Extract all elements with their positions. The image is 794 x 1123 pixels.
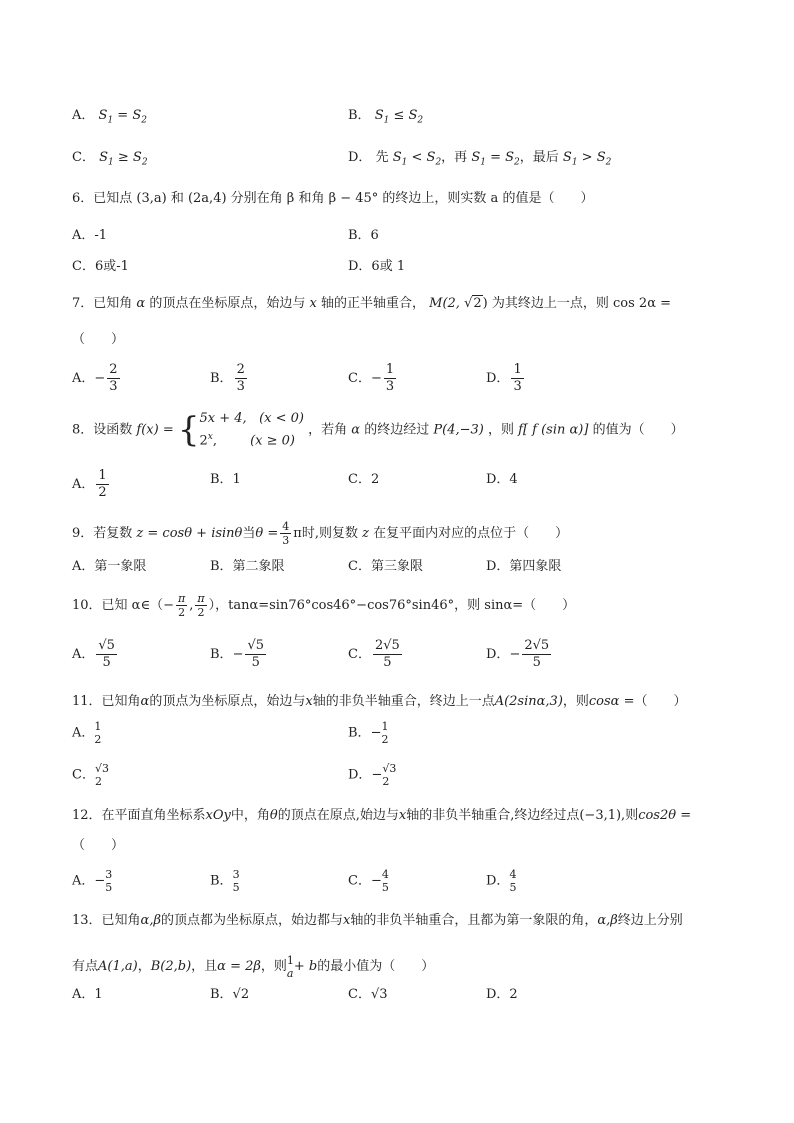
option-label: A． <box>72 108 95 123</box>
option-d-q11 <box>348 762 396 788</box>
minus-sign: − <box>94 371 106 386</box>
q7-cos: cos 2α = <box>613 296 672 311</box>
q7-text: 7．已知角 <box>72 296 133 311</box>
q9-text: 时,则复数 <box>301 526 358 541</box>
frac-den: 5 <box>509 881 517 894</box>
q8-text: 8．设函数 <box>72 422 133 438</box>
option-a-q5 <box>72 106 147 131</box>
q13-text: 轴的非负半轴重合，且都为第一象限的角， <box>350 913 598 928</box>
minus-sign: − <box>370 371 382 386</box>
frac-num: 1 <box>513 362 522 377</box>
piece-cond: (x < 0) <box>259 411 304 426</box>
q8-alpha: α <box>351 422 361 438</box>
question-7 <box>72 294 671 314</box>
q7-close: ) <box>482 296 488 311</box>
q13-plus-b: + b <box>293 959 318 974</box>
option-c-q12 <box>348 868 389 894</box>
frac-num: 2 <box>109 362 118 377</box>
q13-text: ，且 <box>191 959 218 974</box>
option-text: $S_1 \le S_2$ <box>374 108 424 126</box>
piece-expr: 5x + 4, <box>199 411 247 426</box>
frac-den: 5 <box>251 655 260 670</box>
q9-theta: θ = <box>255 526 279 541</box>
option-b-q10 <box>210 638 268 671</box>
frac-num: 3 <box>232 868 240 881</box>
frac-den: a <box>286 966 294 980</box>
frac-num: π <box>177 592 186 605</box>
option-frac <box>94 720 101 746</box>
option-a-q8 <box>72 468 111 501</box>
q13-x: x <box>343 913 351 928</box>
option-frac <box>95 762 109 788</box>
option-label: A． <box>72 371 95 386</box>
q12-text: 中，角 <box>230 808 270 823</box>
q11-text: 的顶点为坐标原点，始边与 <box>149 694 306 709</box>
q7-sqrt-sign: √ <box>464 296 473 311</box>
q11-text: 轴的非负半轴重合，终边上一点 <box>312 694 495 709</box>
option-label: A． <box>72 477 95 492</box>
option-label: A． <box>72 725 95 741</box>
q11-cos: cosα = <box>588 694 635 709</box>
frac-num: 2√5 <box>374 638 400 653</box>
option-b-q8: B．1 <box>210 472 241 487</box>
frac-num: 1 <box>381 720 389 733</box>
option-text: $S_1 \ge S_2$ <box>99 150 148 168</box>
option-frac <box>381 720 388 746</box>
frac-den: 2 <box>178 606 186 619</box>
q9-text: 当 <box>242 526 256 541</box>
minus-sign: − <box>232 647 244 662</box>
question-10 <box>72 588 575 624</box>
q12-xoy: xOy <box>205 808 231 823</box>
option-d-q7 <box>486 362 526 395</box>
frac-den: 2 <box>94 733 102 746</box>
option-frac <box>233 868 240 894</box>
option-d-q13: D．2 <box>486 987 518 1002</box>
option-c-q11 <box>72 762 109 788</box>
option-c-q6: C．6或-1 <box>72 259 129 274</box>
q9-z: z = cosθ + isinθ <box>136 526 243 541</box>
option-b-q7 <box>210 362 249 395</box>
q13-text: 13．已知角 <box>72 913 141 928</box>
q12-theta: θ <box>269 808 278 823</box>
piece-cond: (x ≥ 0) <box>250 433 295 449</box>
q11-text: （ ） <box>634 694 687 709</box>
q13-angles: α,β <box>140 913 161 928</box>
question-11 <box>72 692 687 712</box>
q8-text: 的值为（ ） <box>592 422 684 438</box>
option-a-q12 <box>72 868 112 894</box>
option-d-q8: D．4 <box>486 472 518 487</box>
question-8 <box>72 410 684 451</box>
q13-point-b: B(2,b) <box>150 959 192 974</box>
q7-text: 的顶点在坐标原点，始边与 <box>149 296 306 311</box>
frac-num: 1 <box>286 953 294 967</box>
option-label: D． <box>348 767 372 783</box>
q9-text: 在复平面内对应的点位于（ ） <box>373 526 569 541</box>
q11-point: A(2sinα,3) <box>494 694 563 709</box>
option-label: D． <box>348 150 372 165</box>
question-13 <box>72 911 683 931</box>
q7-x: x <box>309 296 317 311</box>
q13-point-a: A(1,a) <box>98 959 138 974</box>
option-label: A． <box>72 647 95 662</box>
q12-text: 的顶点在原点,始边与 <box>277 808 399 823</box>
frac-num: 4 <box>381 868 389 881</box>
option-label: D． <box>486 647 510 662</box>
option-a-q6: A．-1 <box>72 228 108 243</box>
q11-alpha: α <box>140 694 150 709</box>
option-d-q10 <box>486 638 553 671</box>
option-label: C． <box>348 371 371 386</box>
q8-point: P(4,−3) <box>433 422 484 438</box>
minus-sign: − <box>370 873 382 889</box>
q13-text: 终边上分别 <box>617 913 683 928</box>
minus-sign: − <box>370 725 382 741</box>
piece-comma: , <box>212 433 218 449</box>
option-label: A． <box>72 873 95 889</box>
option-label: C． <box>72 767 95 783</box>
piece-expr: 2 <box>199 433 208 449</box>
option-text: 先 $S_1 < S_2$，再 $S_1 = S_2$，最后 $S_1 > S_2$ <box>375 150 612 168</box>
option-a-q10 <box>72 638 119 671</box>
q10-text: ），tanα=sin76°cos46°−cos76°sin46°，则 sinα=（ ） <box>208 598 576 613</box>
frac-den: 3 <box>513 379 522 394</box>
question-12-paren: （ ） <box>72 838 125 853</box>
piece-exp: x <box>207 432 213 442</box>
question-13-line2 <box>72 950 434 984</box>
frac-den: 5 <box>532 655 541 670</box>
piece-2 <box>200 428 304 450</box>
piece-1 <box>200 410 304 428</box>
option-b-q5 <box>348 106 423 131</box>
q7-point: M(2, <box>429 296 465 311</box>
brace-symbol: { <box>177 410 200 451</box>
q13-text: 的顶点都为坐标原点，始边都与 <box>160 913 343 928</box>
frac-den: 5 <box>381 881 389 894</box>
q8-fx: f(x) = <box>136 422 174 438</box>
q12-text: 轴的非负半轴重合,终边经过点(−3,1),则 <box>406 808 639 823</box>
q8-text: ，则 <box>487 422 514 438</box>
frac-den: 3 <box>109 379 118 394</box>
option-d-q5 <box>348 148 611 173</box>
frac-den: 2 <box>382 775 390 788</box>
option-c-q9: C．第三象限 <box>348 559 423 574</box>
q7-alpha: α <box>136 296 146 311</box>
option-label: D． <box>486 371 510 386</box>
option-b-q6: B．6 <box>348 228 379 243</box>
q13-angles: α,β <box>597 913 618 928</box>
option-label: B． <box>348 108 371 123</box>
q13-frac <box>287 954 294 980</box>
option-c-q13: C．√3 <box>348 987 388 1002</box>
frac-num: 3 <box>105 868 113 881</box>
option-a-q13: A．1 <box>72 987 103 1002</box>
question-7-paren: （ ） <box>72 332 125 347</box>
frac-num: 4 <box>509 868 517 881</box>
frac-num: π <box>197 592 205 605</box>
option-c-q5 <box>72 148 148 173</box>
q8-text: ，若角 <box>308 422 348 438</box>
option-label: B． <box>210 873 233 889</box>
option-d-q9: D．第四象限 <box>486 559 562 574</box>
q11-text: 11．已知角 <box>72 694 141 709</box>
q12-text: 12．在平面直角坐标系 <box>72 808 206 823</box>
option-frac <box>509 868 516 894</box>
option-d-q12 <box>486 868 516 894</box>
piecewise <box>200 410 304 450</box>
option-b-q9: B．第二象限 <box>210 559 285 574</box>
q11-x: x <box>305 694 313 709</box>
option-b-q11 <box>348 720 388 746</box>
q10-comma: , <box>189 598 194 613</box>
option-a-q9: A．第一象限 <box>72 559 147 574</box>
q8-ff: f[ f (sin α)] <box>518 422 589 438</box>
frac-den: 2 <box>98 485 107 500</box>
frac-num: 2√5 <box>524 638 550 653</box>
frac-den: 2 <box>197 606 205 619</box>
question-9 <box>72 516 568 552</box>
q7-text: 轴的正半轴重合， <box>320 296 425 311</box>
frac-num: 4 <box>282 520 290 533</box>
frac-num: √5 <box>98 638 115 653</box>
frac-den: 5 <box>105 881 113 894</box>
option-c-q7 <box>348 362 398 395</box>
q9-text: 9．若复数 <box>72 526 133 541</box>
q12-cos: cos2θ = <box>638 808 692 823</box>
option-label: B． <box>348 725 371 741</box>
option-c-q10 <box>348 638 404 671</box>
frac-den: 3 <box>236 379 245 394</box>
q13-text: ，则 <box>260 959 287 974</box>
minus-sign: − <box>371 767 383 783</box>
minus-sign: − <box>94 873 106 889</box>
frac-num: 1 <box>94 720 102 733</box>
q8-text: 的终边经过 <box>364 422 430 438</box>
q13-text: ， <box>137 959 151 974</box>
q13-text: 的最小值为（ ） <box>317 959 435 974</box>
frac-num: √3 <box>94 762 109 775</box>
option-label: C． <box>348 873 371 889</box>
frac-den: 5 <box>232 881 240 894</box>
option-label: D． <box>486 873 510 889</box>
q7-text: 为其终边上一点，则 <box>491 296 609 311</box>
option-c-q8: C．2 <box>348 472 380 487</box>
q9-z: z <box>362 526 369 541</box>
q11-text: ，则 <box>562 694 589 709</box>
minus-sign: − <box>509 647 521 662</box>
frac-den: 3 <box>282 534 290 547</box>
option-frac <box>382 762 396 788</box>
option-label: B． <box>210 647 233 662</box>
option-frac <box>382 868 389 894</box>
frac-den: 5 <box>102 655 111 670</box>
option-label: C． <box>72 150 95 165</box>
q12-x: x <box>398 808 407 823</box>
frac-num: 1 <box>98 468 107 483</box>
option-text: $S_1 = S_2$ <box>98 108 147 126</box>
option-label: C． <box>348 647 371 662</box>
option-b-q13: B．√2 <box>210 987 250 1002</box>
option-a-q7 <box>72 362 122 395</box>
option-a-q11 <box>72 720 101 746</box>
frac-num: 2 <box>236 362 245 377</box>
question-6: 6．已知点 (3,a) 和 (2a,4) 分别在角 β 和角 β − 45° 的终边上，则实数 a 的值是（ ） <box>72 191 594 206</box>
option-b-q12 <box>210 868 240 894</box>
q9-pi: π <box>293 526 302 541</box>
frac-den: 3 <box>385 379 395 394</box>
q7-sqrt-radicand: 2 <box>473 296 482 311</box>
option-frac <box>105 868 112 894</box>
frac-num: √3 <box>382 762 397 775</box>
frac-num: 1 <box>385 362 395 377</box>
question-12 <box>72 806 691 826</box>
frac-den: 2 <box>381 733 389 746</box>
frac-den: 2 <box>94 775 102 788</box>
q10-text: 10．已知 α∈（− <box>72 598 174 613</box>
option-d-q6: D．6或 1 <box>348 259 406 274</box>
frac-num: √5 <box>247 638 265 653</box>
option-label: B． <box>210 371 233 386</box>
q13-text: 有点 <box>72 959 99 974</box>
q13-eq: α = 2β <box>217 959 261 974</box>
frac-den: 5 <box>383 655 392 670</box>
